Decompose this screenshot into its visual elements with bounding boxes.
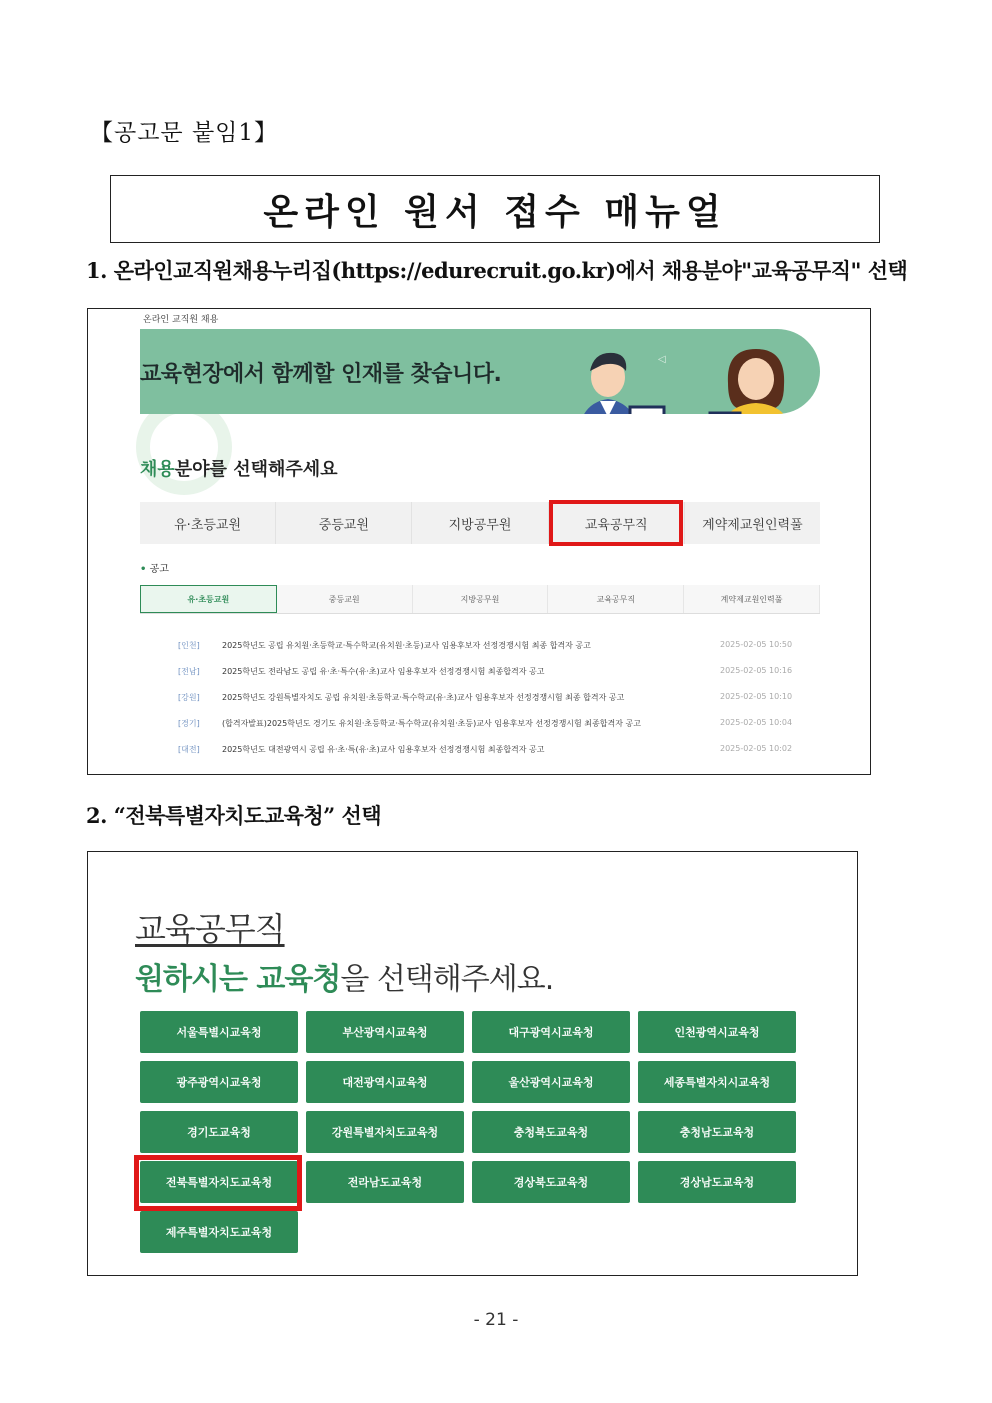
office-button-gyeongnam[interactable]: 경상남도교육청 bbox=[638, 1161, 796, 1203]
screenshot-office-selection bbox=[87, 851, 858, 1276]
category-tab-elementary[interactable]: 유·초등교원 bbox=[140, 502, 276, 544]
manual-title: 온라인 원서 접수 매뉴얼 bbox=[263, 191, 727, 233]
notice-date: 2025-02-05 10:04 bbox=[720, 718, 793, 727]
notice-sub-tabs bbox=[140, 585, 820, 614]
notice-region: [대전] bbox=[178, 745, 200, 754]
office-button-seoul[interactable]: 서울특별시교육청 bbox=[140, 1011, 298, 1053]
sub-tab-local-official[interactable]: 지방공무원 bbox=[413, 585, 549, 613]
notice-title[interactable]: 2025학년도 공립 유치원·초등학교·특수학교(유치원·초등)교사 임용후보자 선정경쟁시험 최종 합격자 공고 bbox=[222, 641, 591, 650]
heading-rest-part: 분야를 선택해주세요 bbox=[174, 459, 338, 480]
attachment-label: 【공고문 붙임1】 bbox=[90, 120, 279, 146]
heading-green-part: 채용 bbox=[140, 459, 175, 480]
office-button-gyeonggi[interactable]: 경기도교육청 bbox=[140, 1111, 298, 1153]
step-1-instruction: 1. 온라인교직원채용누리집(https://edurecruit.go.kr)에서 채용분야"교육공무직" 선택 bbox=[86, 258, 908, 283]
sub-tab-contract-pool[interactable]: 계약제교원인력풀 bbox=[684, 585, 820, 613]
notice-row[interactable] bbox=[140, 738, 820, 764]
office-button-jeju[interactable]: 제주특별자치도교육청 bbox=[140, 1211, 298, 1253]
notice-row[interactable] bbox=[140, 686, 820, 712]
notice-title[interactable]: 2025학년도 전라남도 공립 유·초·특수(유·초)교사 임용후보자 선정경쟁시험 최종합격자 공고 bbox=[222, 667, 545, 676]
highlight-box-education-staff bbox=[549, 500, 683, 546]
category-tabs bbox=[140, 502, 820, 544]
office-button-daejeon[interactable]: 대전광역시교육청 bbox=[306, 1061, 464, 1103]
highlight-box-jeonbuk bbox=[134, 1155, 302, 1211]
notice-date: 2025-02-05 10:02 bbox=[720, 744, 793, 753]
bullet-icon: • bbox=[140, 564, 147, 575]
office-button-jeonnam[interactable]: 전라남도교육청 bbox=[306, 1161, 464, 1203]
office-button-gwangju[interactable]: 광주광역시교육청 bbox=[140, 1061, 298, 1103]
notice-title[interactable]: 2025학년도 대전광역시 공립 유·초·특(유·초)교사 임용후보자 선정경쟁시험 최종합격자 공고 bbox=[222, 745, 545, 754]
notice-date: 2025-02-05 10:50 bbox=[720, 640, 793, 649]
office-button-gangwon[interactable]: 강원특별자치도교육청 bbox=[306, 1111, 464, 1153]
office-button-ulsan[interactable]: 울산광역시교육청 bbox=[472, 1061, 630, 1103]
heading-rest-part: 을 선택해주세요. bbox=[340, 962, 554, 997]
notice-list bbox=[140, 634, 820, 764]
category-tab-local-official[interactable]: 지방공무원 bbox=[412, 502, 548, 544]
office-button-jeonbuk[interactable]: 전북특별자치도교육청 bbox=[140, 1161, 298, 1203]
office-button-busan[interactable]: 부산광역시교육청 bbox=[306, 1011, 464, 1053]
notice-date: 2025-02-05 10:16 bbox=[720, 666, 793, 675]
notice-section-label bbox=[140, 560, 169, 575]
notice-region: [강원] bbox=[178, 693, 200, 702]
notice-title[interactable]: (합격자발표)2025학년도 경기도 유치원·초등학교·특수학교(유치원·초등)교사 임용후보자 선정경쟁시험 최종합격자 공고 bbox=[222, 719, 641, 728]
sub-tab-secondary[interactable]: 중등교원 bbox=[277, 585, 413, 613]
office-button-chungnam[interactable]: 충청남도교육청 bbox=[638, 1111, 796, 1153]
notice-title[interactable]: 2025학년도 강원특별자치도 공립 유치원·초등학교·특수학교(유·초)교사 임용후보자 선정경쟁시험 최종 합격자 공고 bbox=[222, 693, 625, 702]
office-button-chungbuk[interactable]: 충청북도교육청 bbox=[472, 1111, 630, 1153]
office-button-sejong[interactable]: 세종특별자치시교육청 bbox=[638, 1061, 796, 1103]
category-tab-secondary[interactable]: 중등교원 bbox=[276, 502, 412, 544]
notice-row[interactable] bbox=[140, 660, 820, 686]
sub-tab-education-staff[interactable]: 교육공무직 bbox=[548, 585, 684, 613]
play-icon: ◁ bbox=[658, 354, 666, 365]
office-button-gyeongbuk[interactable]: 경상북도교육청 bbox=[472, 1161, 630, 1203]
notice-row[interactable] bbox=[140, 634, 820, 660]
section-title: 교육공무직 bbox=[135, 910, 285, 948]
office-button-incheon[interactable]: 인천광역시교육청 bbox=[638, 1011, 796, 1053]
office-button-grid bbox=[140, 1011, 796, 1253]
notice-region: [경기] bbox=[178, 719, 200, 728]
manual-title-box bbox=[110, 175, 880, 243]
hero-banner bbox=[140, 329, 820, 414]
notice-row[interactable] bbox=[140, 712, 820, 738]
heading-green-part: 원하시는 교육청 bbox=[135, 962, 341, 997]
woman-character-illustration bbox=[700, 343, 810, 414]
category-tab-education-staff[interactable]: 교육공무직 bbox=[549, 502, 685, 544]
step-2-instruction: 2. “전북특별자치도교육청” 선택 bbox=[86, 803, 382, 828]
select-field-heading bbox=[140, 455, 338, 481]
notice-label-text: 공고 bbox=[149, 564, 169, 575]
screenshot-recruitment-site bbox=[87, 308, 871, 775]
sub-tab-elementary[interactable]: 유·초등교원 bbox=[140, 585, 277, 613]
man-character-illustration bbox=[560, 347, 670, 414]
notice-region: [전남] bbox=[178, 667, 200, 676]
breadcrumb: 온라인 교직원 채용 bbox=[143, 315, 219, 325]
office-button-daegu[interactable]: 대구광역시교육청 bbox=[472, 1011, 630, 1053]
notice-date: 2025-02-05 10:10 bbox=[720, 692, 793, 701]
banner-text: 교육현장에서 함께할 인재를 찾습니다. bbox=[140, 362, 502, 387]
notice-region: [인천] bbox=[178, 641, 200, 650]
select-office-heading bbox=[135, 954, 553, 998]
page-number: - 21 - bbox=[473, 1310, 519, 1330]
category-tab-contract-pool[interactable]: 계약제교원인력풀 bbox=[702, 517, 803, 533]
